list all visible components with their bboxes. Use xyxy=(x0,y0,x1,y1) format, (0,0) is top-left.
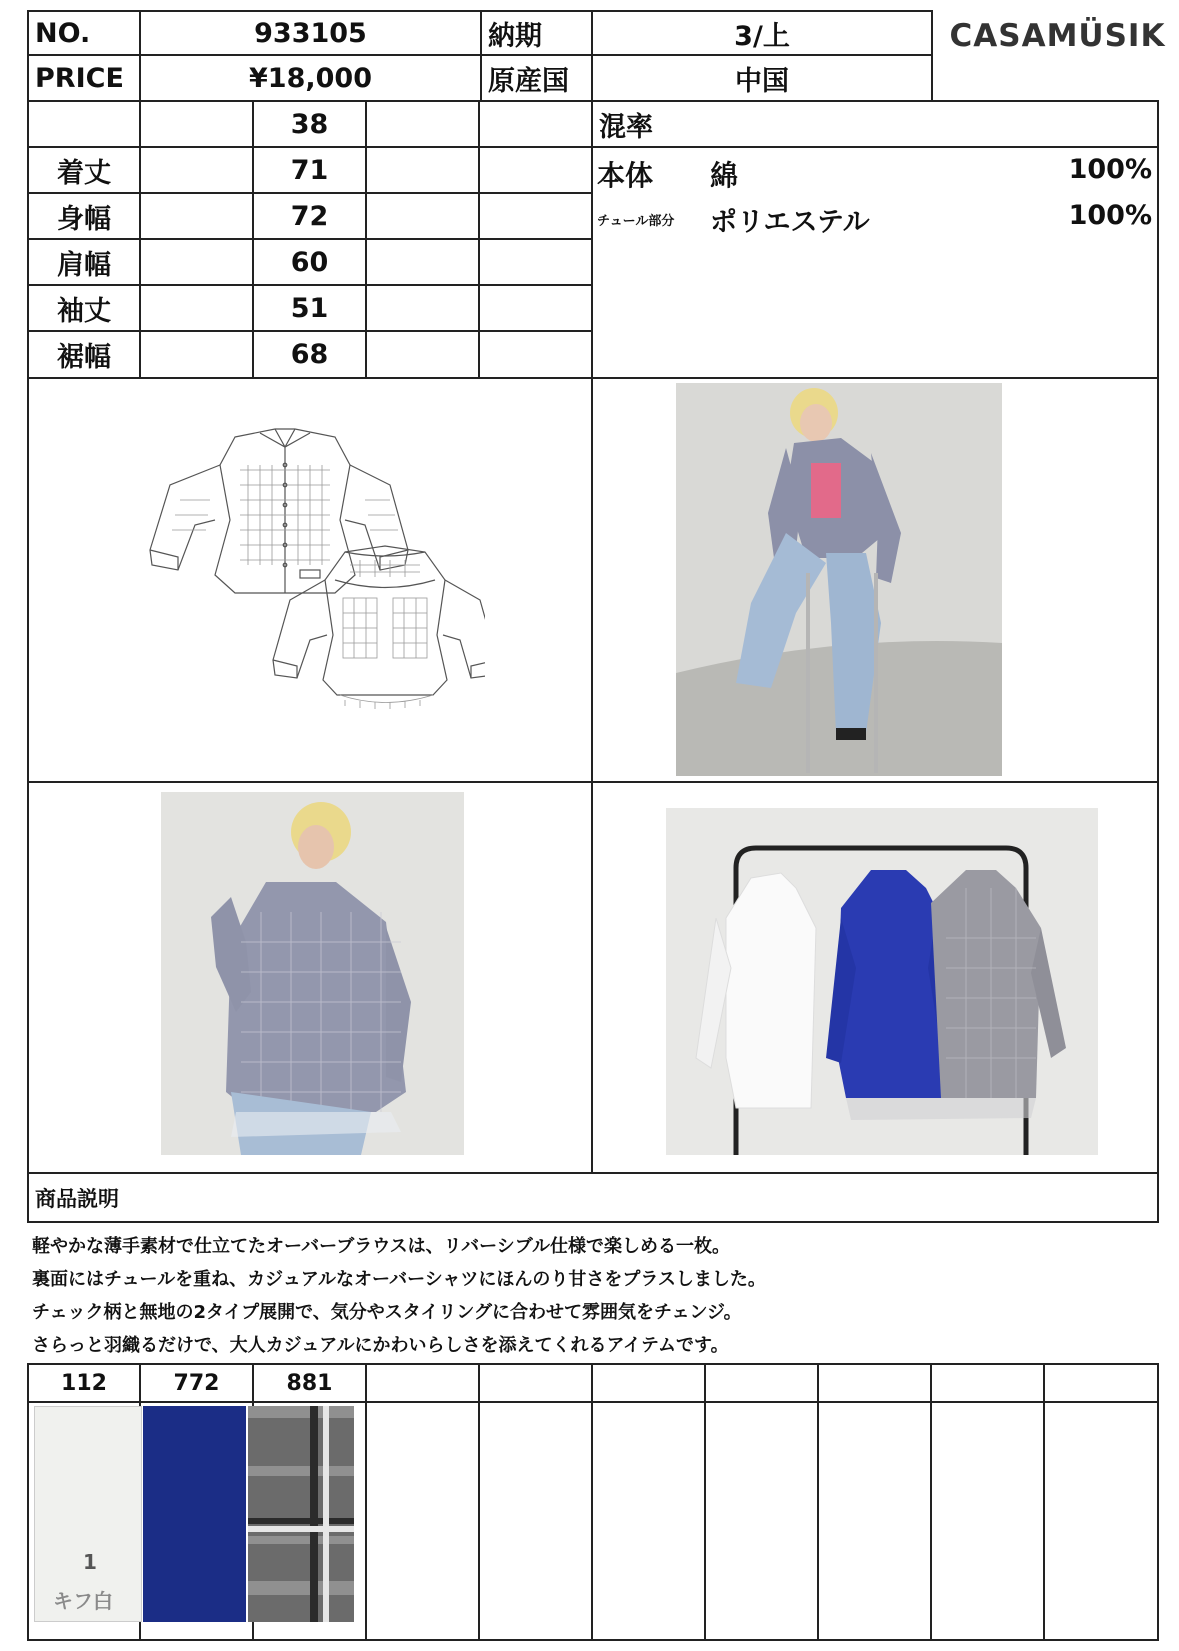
composition-title-text: 混率 xyxy=(599,111,653,143)
model-back-photo xyxy=(161,792,464,1155)
brand-logo-text: CASAMÜSIK xyxy=(949,18,1166,54)
composition-row-body xyxy=(597,152,1152,192)
size-row-label xyxy=(27,284,141,332)
swatch-cell-empty xyxy=(478,1401,593,1641)
composition-material: ポリエステル xyxy=(710,207,870,238)
no-label-text: NO. xyxy=(35,17,91,49)
size-row-label-text: 着丈 xyxy=(57,157,111,189)
size-row-value-text: 71 xyxy=(290,154,329,186)
composition-material: 綿 xyxy=(710,159,739,192)
delivery-value-text: 3/上 xyxy=(734,20,790,52)
color-code-cell xyxy=(27,1363,141,1403)
size-corner-cell xyxy=(27,100,141,148)
size-header-38 xyxy=(252,100,367,148)
size-row-empty xyxy=(478,146,593,194)
swatch-white xyxy=(34,1406,142,1622)
size-header-text: 38 xyxy=(290,108,329,140)
delivery-label-text: 納期 xyxy=(488,20,542,52)
size-row-label xyxy=(27,146,141,194)
origin-label xyxy=(480,54,593,102)
composition-row-tulle xyxy=(597,197,1152,237)
price-value-text: ¥18,000 xyxy=(249,62,372,94)
composition-part: チュール部分 xyxy=(597,214,675,229)
size-row-label-text: 身幅 xyxy=(57,203,111,235)
size-row-value-text: 60 xyxy=(290,246,329,278)
description-title xyxy=(27,1172,1159,1223)
size-row-label-text: 袖丈 xyxy=(57,295,111,327)
swatch-cell-empty xyxy=(365,1401,480,1641)
swatch-cell-empty xyxy=(591,1401,706,1641)
color-code-empty xyxy=(591,1363,706,1403)
delivery-label xyxy=(480,10,593,56)
sketch-front-shirt xyxy=(150,429,408,593)
size-row-empty xyxy=(365,330,480,379)
price-value xyxy=(139,54,482,102)
size-header-empty-3 xyxy=(478,100,593,148)
size-row-empty xyxy=(365,192,480,240)
swatch-white-label: キフ白 xyxy=(53,1589,113,1613)
size-row-value xyxy=(252,146,367,194)
composition-part: 本体 xyxy=(597,159,654,192)
size-row-value-text: 68 xyxy=(290,339,329,370)
size-row-label xyxy=(27,238,141,286)
description-line: 軽やかな薄手素材で仕立てたオーバーブラウスは、リバーシブル仕様で楽しめる一枚。 xyxy=(32,1236,731,1257)
swatch-check xyxy=(248,1406,354,1622)
color-code-empty xyxy=(817,1363,932,1403)
size-row-empty xyxy=(139,330,254,379)
model-front-photo xyxy=(676,383,1002,776)
size-row-empty xyxy=(139,238,254,286)
size-row-value-text: 51 xyxy=(290,292,329,324)
composition-percent: 100% xyxy=(1068,200,1152,231)
size-row-value xyxy=(252,330,367,379)
color-code-text: 112 xyxy=(61,1370,107,1396)
color-code-empty xyxy=(365,1363,480,1403)
size-row-empty xyxy=(478,330,593,379)
composition-title xyxy=(591,100,1159,148)
size-row-label xyxy=(27,192,141,240)
description-title-text: 商品説明 xyxy=(35,1186,119,1211)
brand-logo xyxy=(940,10,1175,62)
no-label xyxy=(27,10,141,56)
size-row-label-text: 肩幅 xyxy=(57,249,111,281)
size-header-empty-1 xyxy=(139,100,254,148)
size-row-label-text: 裾幅 xyxy=(57,342,111,373)
color-code-text: 772 xyxy=(173,1370,220,1396)
color-code-empty xyxy=(930,1363,1045,1403)
size-row-empty xyxy=(478,284,593,332)
size-header-empty-2 xyxy=(365,100,480,148)
origin-value xyxy=(591,54,933,102)
size-row-value-text: 72 xyxy=(290,200,329,232)
size-row-empty xyxy=(365,146,480,194)
size-row-empty xyxy=(478,192,593,240)
color-code-text: 881 xyxy=(286,1370,333,1396)
size-row-empty xyxy=(139,284,254,332)
delivery-value xyxy=(591,10,933,56)
color-code-cell xyxy=(139,1363,254,1403)
size-row-value xyxy=(252,192,367,240)
swatch-cell-empty xyxy=(1043,1401,1159,1641)
color-code-empty xyxy=(1043,1363,1159,1403)
technical-sketch xyxy=(140,425,485,730)
origin-label-text: 原産国 xyxy=(488,65,569,97)
color-code-empty xyxy=(478,1363,593,1403)
no-value-text: 933105 xyxy=(254,17,367,49)
swatch-cell-empty xyxy=(704,1401,819,1641)
color-code-empty xyxy=(704,1363,819,1403)
description-line: 裏面にはチュールを重ね、カジュアルなオーバーシャツにほんのり甘さをプラスしました。 xyxy=(32,1269,766,1290)
size-row-empty xyxy=(139,192,254,240)
swatch-navy xyxy=(143,1406,246,1622)
description-line: チェック柄と無地の2タイプ展開で、気分やスタイリングに合わせて雰囲気をチェンジ。 xyxy=(32,1302,742,1323)
price-label xyxy=(27,54,141,102)
size-row-value xyxy=(252,238,367,286)
swatch-cell-empty xyxy=(930,1401,1045,1641)
size-row-empty xyxy=(365,238,480,286)
size-row-empty xyxy=(365,284,480,332)
size-row-empty xyxy=(139,146,254,194)
swatch-cell-empty xyxy=(817,1401,932,1641)
size-row-value xyxy=(252,284,367,332)
no-value xyxy=(139,10,482,56)
size-row-label xyxy=(27,330,141,379)
composition-percent: 100% xyxy=(1068,154,1152,185)
size-row-empty xyxy=(478,238,593,286)
swatch-white-note: 1 xyxy=(83,1550,97,1574)
description-line: さらっと羽織るだけで、大人カジュアルにかわいらしさを添えてくれるアイテムです。 xyxy=(32,1335,729,1356)
origin-value-text: 中国 xyxy=(735,65,789,97)
color-code-cell xyxy=(252,1363,367,1403)
hanger-photo xyxy=(666,808,1098,1155)
price-label-text: PRICE xyxy=(35,62,124,94)
